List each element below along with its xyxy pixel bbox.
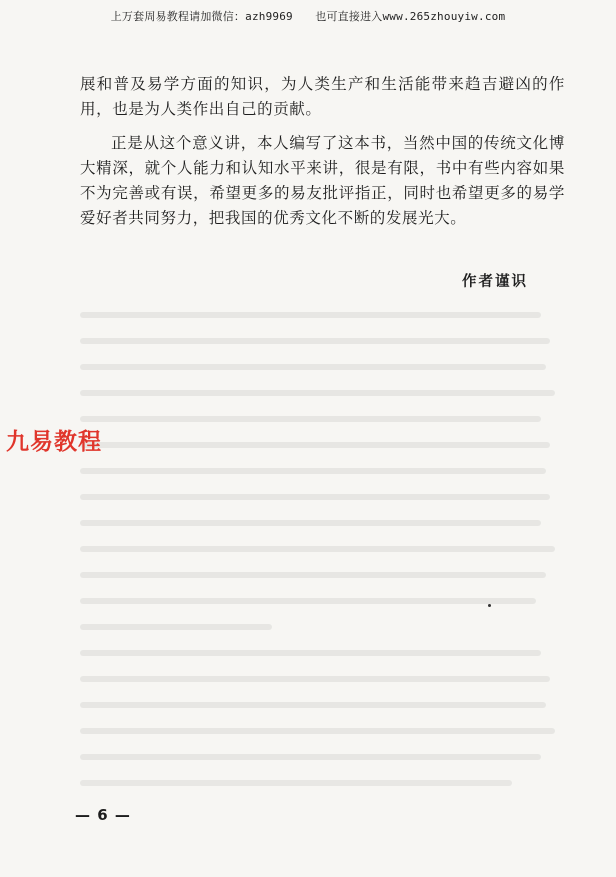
watermark-logo: 九易教程 <box>6 429 102 455</box>
header-ad-text: 上万套周易教程请加微信：azh9969 也可直接进入www.265zhouyiw.com <box>110 10 506 23</box>
author-signature: 作者谨识 <box>462 273 528 290</box>
page-number: — 6 — <box>75 806 131 824</box>
body-paragraph-1: 展和普及易学方面的知识，为人类生产和生活能带来趋吉避凶的作用，也是为人类作出自己的贡献。 <box>80 75 565 118</box>
bleed-through-text <box>80 292 560 792</box>
body-paragraph-2: 正是从这个意义讲，本人编写了这本书，当然中国的传统文化博大精深，就个人能力和认知水平来讲，很是有限，书中有些内容如果不为完善或有误，希望更多的易友批评指正，同时也希望更多的易学爱好者共同努力，把我国的优秀文化不断的发展光大。 <box>80 134 565 227</box>
speck-mark <box>488 604 491 607</box>
